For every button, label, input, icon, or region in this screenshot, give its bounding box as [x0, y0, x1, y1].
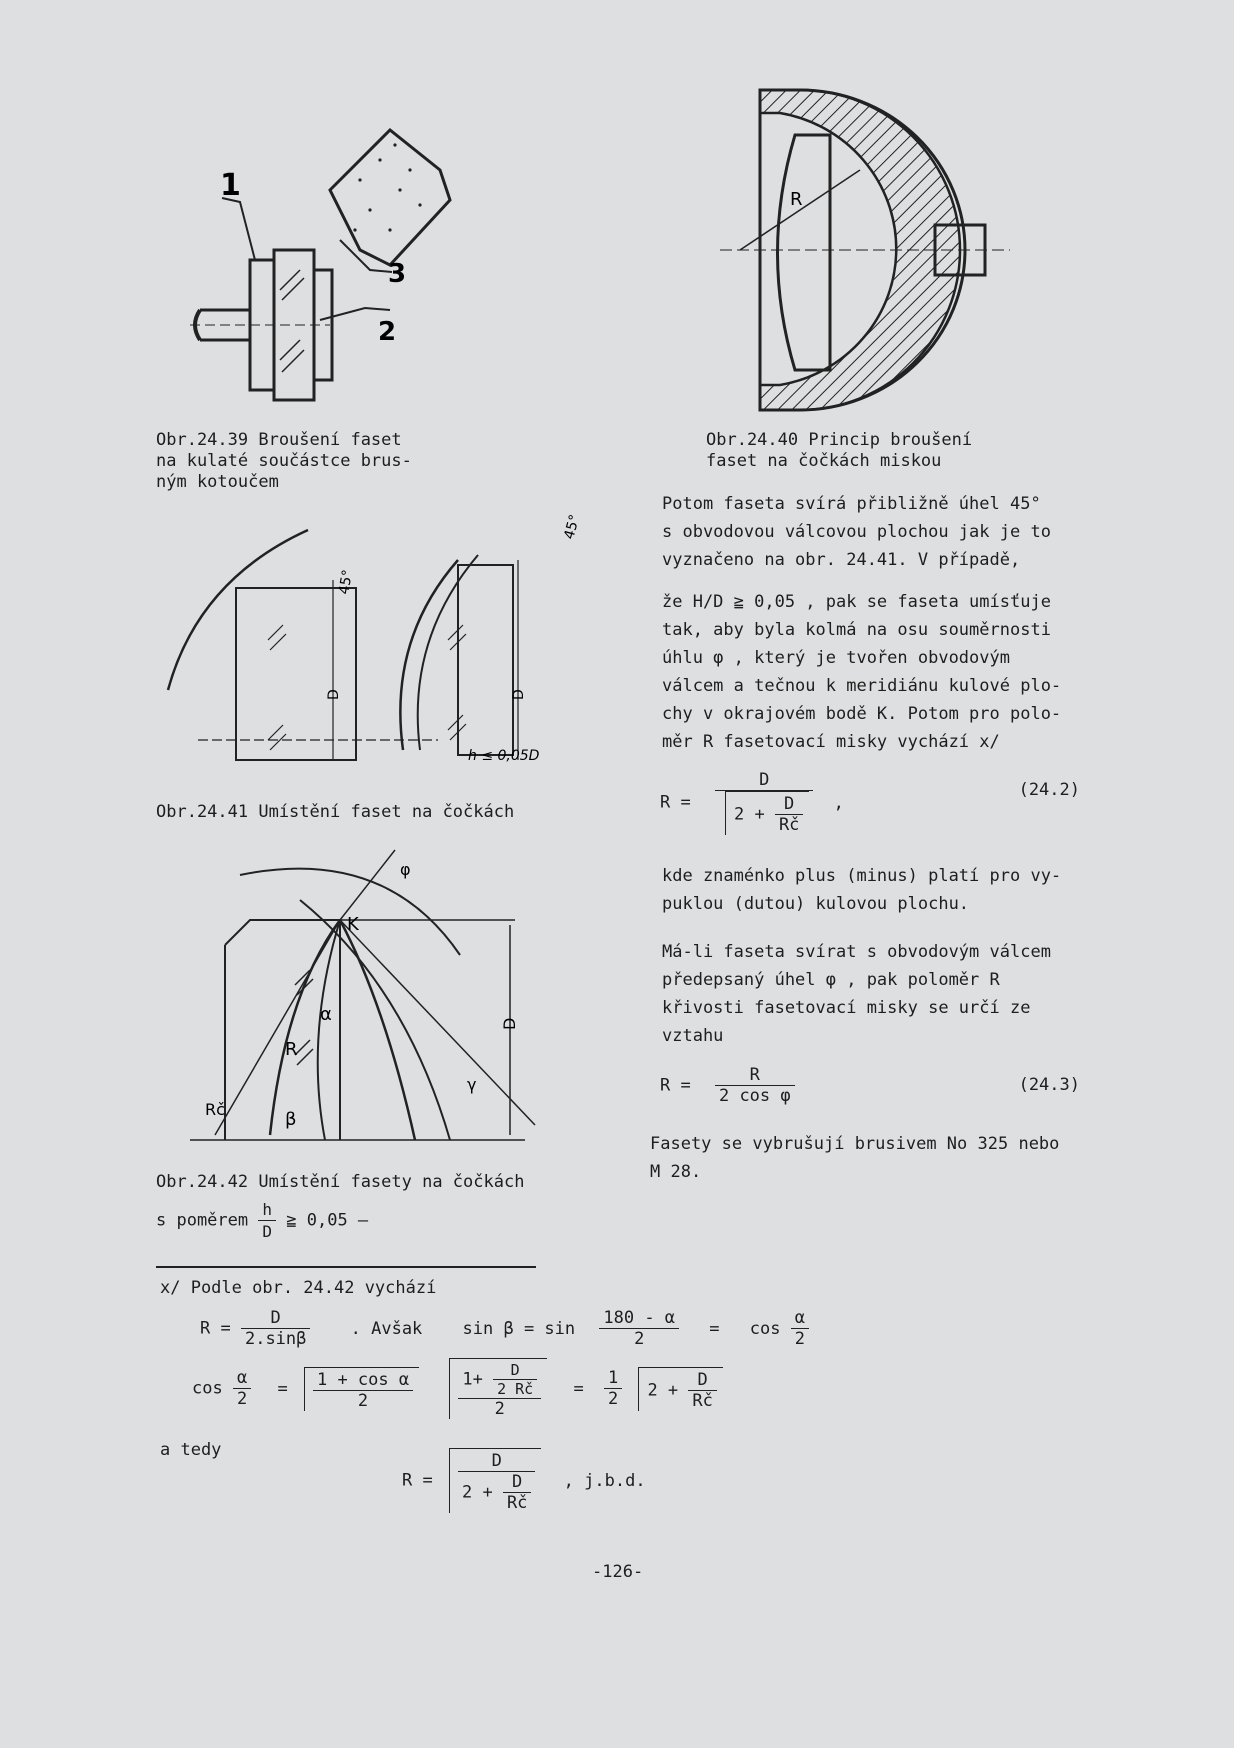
fig-42-beta: β	[285, 1109, 297, 1130]
fig-24-42-caption: Obr.24.42 Umístění fasety na čočkách s poměrem $\frac{h}{D}$ ≧ 0,05 –	[156, 1172, 525, 1241]
fig-42-rc: Rč	[205, 1100, 225, 1119]
fig-41-d-right: D	[511, 689, 527, 700]
equation-24-3: R = $\frac{R}{\text{2 cos φ}}$ (24.3)	[660, 1065, 1080, 1106]
footnote-rule	[156, 1266, 536, 1268]
fig-42-d: D	[500, 1017, 519, 1030]
fig-40-label-r: R	[790, 189, 803, 210]
fig-39-label-3: 3	[388, 259, 407, 289]
fig-41-angle-right: 45°	[561, 512, 584, 542]
footnote-line-2: R = $\frac{D}{2.\sin\beta}$ . Avšak sin β = sin $\frac{180 - \alpha}{2}$ = cos $\frac{\alpha}{2}$	[200, 1308, 809, 1349]
fig-24-41-drawing	[158, 500, 584, 780]
fig-24-39-drawing	[180, 110, 470, 430]
equation-24-2: R = D 2 + $\frac{D}{Rč}$ , (24.2)	[660, 770, 1080, 835]
footnote-line-3: cos $\frac{\alpha}{2}$ = $\frac{\text{1 + cos α}}{2}$ 1+ $\frac{D}{2 Rč}$ 2 = $\frac{1}{2}$ 2 + $\frac{D}{Rč}$	[192, 1358, 723, 1419]
paragraph-4: Má-li faseta svírat s obvodovým válcem předepsaný úhel φ , pak poloměr R křivosti fasetovací misky se určí ze vztahu	[662, 942, 1051, 1046]
fig-24-41-caption: Obr.24.41 Umístění faset na čočkách	[156, 802, 515, 822]
fig-24-40-drawing	[720, 85, 1020, 415]
equation-24-2-number: (24.2)	[1018, 780, 1080, 800]
fig-24-42-drawing	[185, 855, 575, 1145]
fig-42-k: K	[347, 914, 359, 935]
paragraph-3: kde znaménko plus (minus) platí pro vy- puklou (dutou) kulovou plochu.	[662, 866, 1062, 914]
fig-42-phi: φ	[400, 860, 411, 879]
fig-42-gamma: γ	[467, 1075, 477, 1094]
fig-41-angle-left: 45°	[336, 568, 357, 596]
fig-24-39-caption: Obr.24.39 Broušení faset na kulaté součástce brus- ným kotoučem	[156, 430, 412, 492]
fig-41-h-label: h ≤ 0,05D	[468, 748, 540, 764]
paragraph-1: Potom faseta svírá přibližně úhel 45° s obvodovou válcovou plochou jak je to vyznačeno na obr. 24.41. V případě,	[662, 494, 1051, 570]
fig-39-label-2: 2	[378, 317, 397, 347]
fig-42-r: R	[285, 1039, 298, 1060]
page-number: -126-	[592, 1562, 644, 1582]
fig-24-40-caption: Obr.24.40 Princip broušení faset na čočkách miskou	[706, 430, 973, 471]
paragraph-5: Fasety se vybrušují brusivem No 325 nebo M 28.	[650, 1134, 1060, 1182]
fig-41-d-left: D	[326, 689, 342, 700]
fig-39-label-1: 1	[220, 168, 241, 203]
fig-42-alpha: α	[320, 1004, 332, 1025]
footnote-a-tedy: a tedy	[160, 1440, 222, 1460]
footnote-line-1: x/ Podle obr. 24.42 vychází	[160, 1278, 437, 1298]
footnote-final-equation: R = D 2 + $\frac{D}{Rč}$ , j.b.d.	[402, 1448, 646, 1513]
equation-24-3-number: (24.3)	[1018, 1075, 1080, 1095]
paragraph-2: že H/D ≧ 0,05 , pak se faseta umísťuje tak, aby byla kolmá na osu souměrnosti úhlu φ , který je tvořen obvodovým válcem a tečnou k meridiánu kulové plo- chy v okrajovém bodě K. Potom pro polo- měr R fasetovací misky vychází x/	[662, 592, 1062, 752]
